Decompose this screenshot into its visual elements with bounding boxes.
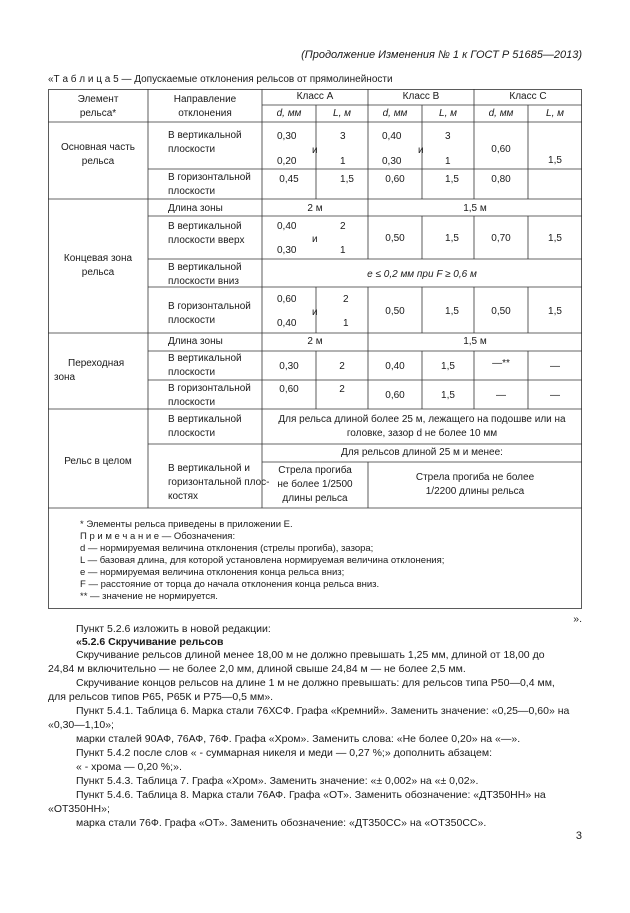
element-main-part: Основная часть рельса	[60, 142, 136, 167]
table-note: d — нормируемая величина отклонения (стрелы прогиба), зазора;	[80, 543, 374, 554]
cell-value: 1	[445, 156, 451, 167]
direction-zone-length: Длина зоны	[168, 203, 223, 214]
cell-value: 1,5	[548, 155, 562, 166]
cell-value: 0,60	[279, 384, 299, 395]
header-direction: Направление отклонения	[173, 94, 237, 119]
cell-value: 0,30	[382, 156, 402, 167]
cell-value: 1,5 м	[463, 203, 487, 214]
cell-value: 0,40	[277, 221, 297, 232]
cell-value: 2	[343, 294, 349, 305]
cell-whole-class-a: Стрела прогиба не более 1/2500 длины рельса	[277, 465, 353, 504]
cell-value: 2	[340, 221, 346, 232]
cell-value: —	[550, 361, 560, 372]
cell-value: 0,40	[277, 318, 297, 329]
direction-vertical-up: В вертикальной плоскости вверх	[168, 221, 245, 246]
cell-value: и	[312, 307, 318, 318]
cell-value: 1,5	[340, 174, 354, 185]
cell-value: 0,30	[279, 361, 299, 372]
direction-vertical: В вертикальной плоскости	[168, 414, 242, 439]
body-line: Скручивание концов рельсов на длине 1 м не должно превышать: для рельсов типа Р50—0,4 мм,	[76, 677, 555, 689]
cell-value: 1	[343, 318, 349, 329]
cell-value: 0,45	[279, 174, 299, 185]
cell-whole-vertical: Для рельса длиной более 25 м, лежащего на подошве или на головке, зазор d не более 10 мм	[278, 414, 566, 439]
cell-value: 1,5	[548, 233, 562, 244]
header-class-a: Класс A	[296, 91, 334, 102]
cell-value: 0,60	[385, 390, 405, 401]
cell-value: —**	[492, 358, 510, 369]
cell-value: 0,30	[277, 245, 297, 256]
cell-whole-class-bc: Стрела прогиба не более 1/2200 длины рельса	[415, 472, 535, 497]
body-line: для рельсов типов Р65, Р65К и Р75—0,5 мм».	[48, 691, 274, 703]
table-end-mark: ».	[573, 613, 582, 625]
direction-both-planes: В вертикальной и горизонтальной плос- костях	[168, 463, 270, 502]
cell-value: 2 м	[307, 336, 323, 347]
table-note: ** — значение не нормируется.	[80, 591, 218, 602]
cell-value: 1,5	[441, 361, 455, 372]
body-line: «ОТ350НН»;	[48, 803, 110, 815]
table-note: П р и м е ч а н и е — Обозначения:	[80, 531, 236, 542]
cell-value: 0,30	[277, 131, 297, 142]
cell-value: и	[312, 234, 318, 245]
cell-value: —	[550, 390, 560, 401]
header-c-L: L, м	[546, 108, 564, 119]
table-caption: «Т а б л и ц а 5 — Допускаемые отклонения рельсов от прямолинейности	[48, 74, 393, 85]
body-line: Пункт 5.4.2 после слов « - суммарная никеля и меди — 0,27 %;» дополнить абзацем:	[76, 747, 492, 759]
cell-value: 0,40	[385, 361, 405, 372]
header-c-d: d, мм	[488, 108, 514, 119]
element-whole-rail: Рельс в целом	[64, 456, 132, 467]
direction-vertical: В вертикальной плоскости	[168, 130, 242, 155]
page-number: 3	[575, 830, 582, 842]
cell-value: 2	[339, 384, 345, 395]
cell-value: и	[418, 145, 424, 156]
cell-value: 0,20	[277, 156, 297, 167]
cell-value: 0,60	[491, 144, 511, 155]
cell-whole-condition: Для рельсов длиной 25 м и менее:	[341, 447, 503, 458]
header-a-L: L, м	[333, 108, 351, 119]
body-line: « - хрома — 0,20 %;».	[76, 761, 182, 773]
cell-value: и	[312, 145, 318, 156]
header-a-d: d, мм	[276, 108, 302, 119]
direction-vertical: В вертикальной плоскости	[168, 353, 242, 378]
direction-horizontal: В горизонтальной плоскости	[168, 383, 251, 408]
header-class-b: Класс B	[402, 91, 440, 102]
page-header: (Продолжение Изменения № 1 к ГОСТ Р 51685—2013)	[301, 49, 582, 61]
deviation-table	[48, 89, 582, 609]
cell-value: 1,5	[445, 233, 459, 244]
header-class-c: Класс C	[509, 91, 547, 102]
cell-value: 0,60	[277, 294, 297, 305]
body-line: марки сталей 90АФ, 76АФ, 76Ф. Графа «Хром». Заменить слова: «Не более 0,20» на «—».	[76, 733, 521, 745]
cell-value: e ≤ 0,2 мм при F ≥ 0,6 м	[367, 269, 477, 280]
element-transition-zone: Переходная зона	[54, 358, 125, 383]
body-line: 24,84 м включительно — не более 2,0 мм, длиной свыше 24,84 м — не более 2,5 мм.	[48, 663, 466, 675]
cell-value: 0,80	[491, 174, 511, 185]
cell-value: —	[496, 390, 506, 401]
table-note: L — базовая длина, для которой установлена нормируемая величина отклонения;	[80, 555, 445, 566]
cell-value: 0,50	[491, 306, 511, 317]
cell-value: 0,40	[382, 131, 402, 142]
cell-value: 1,5	[445, 174, 459, 185]
body-line: Пункт 5.2.6 изложить в новой редакции:	[76, 623, 271, 635]
cell-value: 1,5	[548, 306, 562, 317]
cell-value: 0,60	[385, 174, 405, 185]
cell-value: 0,50	[385, 233, 405, 244]
cell-value: 0,50	[385, 306, 405, 317]
header-element: Элемент рельса*	[77, 94, 119, 119]
table-note: * Элементы рельса приведены в приложении Е.	[80, 519, 293, 530]
cell-value: 1	[340, 245, 346, 256]
table-note: e — нормируемая величина отклонения конца рельса вниз;	[80, 567, 345, 578]
cell-value: 3	[340, 131, 346, 142]
direction-vertical-down: В вертикальной плоскости вниз	[168, 262, 242, 287]
direction-horizontal: В горизонтальной плоскости	[168, 172, 251, 197]
header-b-L: L, м	[439, 108, 457, 119]
cell-value: 1,5	[445, 306, 459, 317]
body-line: Скручивание рельсов длиной менее 18,00 м не должно превышать 1,25 мм, длиной от 18,00 до	[76, 649, 545, 661]
header-b-d: d, мм	[382, 108, 408, 119]
cell-value: 1,5 м	[463, 336, 487, 347]
body-line: Пункт 5.4.3. Таблица 7. Графа «Хром». Заменить значение: «± 0,002» на «± 0,02».	[76, 775, 479, 787]
cell-value: 1,5	[441, 390, 455, 401]
cell-value: 1	[340, 156, 346, 167]
element-end-zone: Концевая зона рельса	[63, 253, 133, 278]
body-line: «0,30—1,10»;	[48, 719, 114, 731]
table-note: F — расстояние от торца до начала отклонения конца рельса вниз.	[80, 579, 380, 590]
cell-value: 2 м	[307, 203, 323, 214]
direction-zone-length: Длина зоны	[168, 336, 223, 347]
body-line: Пункт 5.4.6. Таблица 8. Марка стали 76АФ. Графа «ОТ». Заменить обозначение: «ДТ350НН» на	[76, 789, 546, 801]
section-heading: «5.2.6 Скручивание рельсов	[76, 636, 224, 648]
cell-value: 3	[445, 131, 451, 142]
cell-value: 2	[339, 361, 345, 372]
body-line: Пункт 5.4.1. Таблица 6. Марка стали 76ХСФ. Графа «Кремний». Заменить значение: «0,25—0,60» на	[76, 705, 570, 717]
body-line: марка стали 76Ф. Графа «ОТ». Заменить обозначение: «ДТ350СС» на «ОТ350СС».	[76, 817, 487, 829]
cell-value: 0,70	[491, 233, 511, 244]
direction-horizontal: В горизонтальной плоскости	[168, 301, 251, 326]
